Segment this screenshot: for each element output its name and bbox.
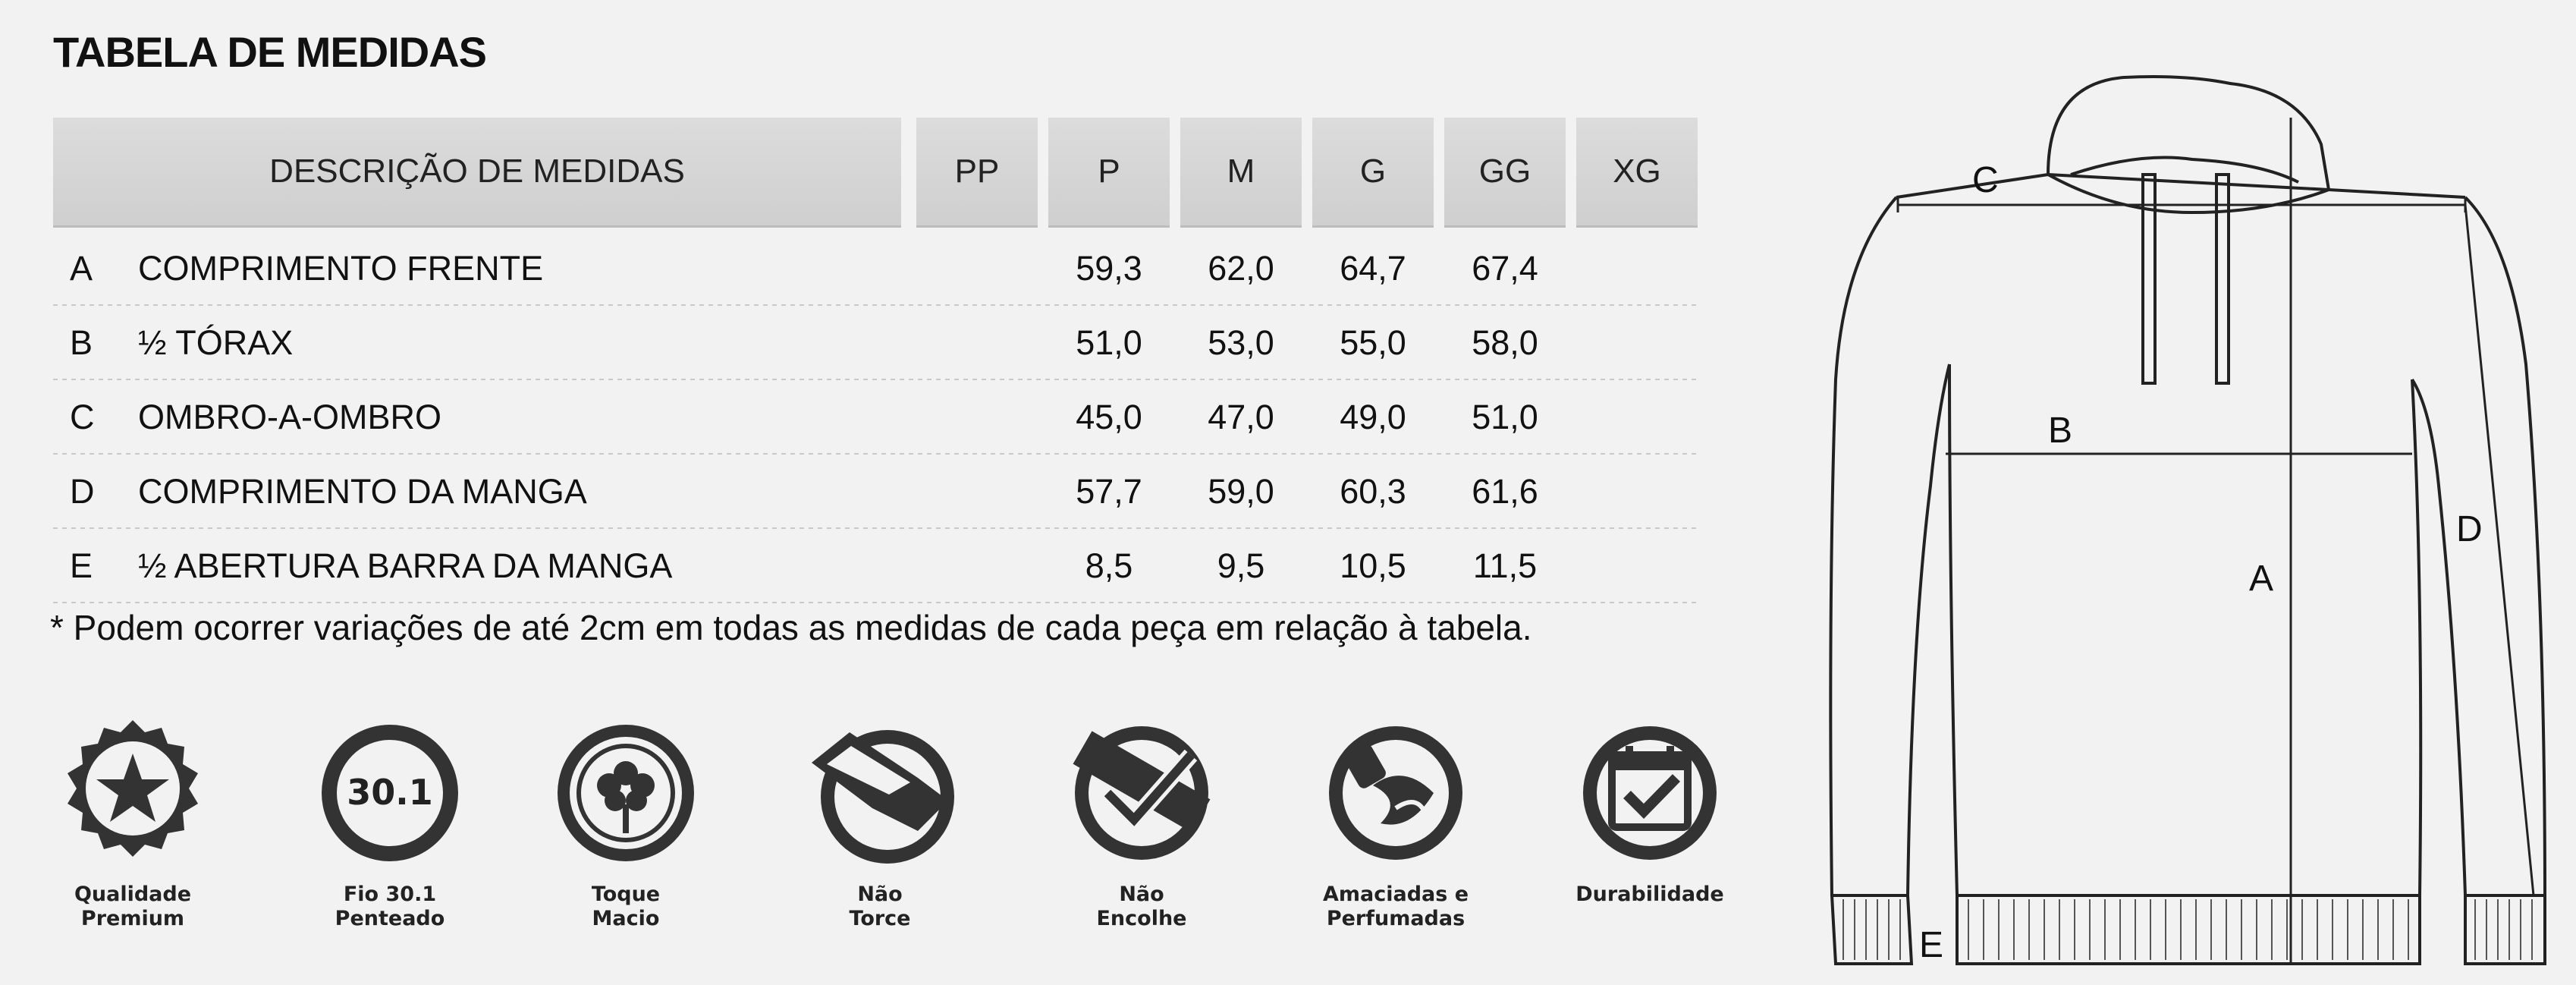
value-xg (1580, 231, 1694, 306)
row-description: OMBRO-A-OMBRO (138, 398, 441, 436)
value-gg: 61,6 (1472, 472, 1538, 511)
page-title: TABELA DE MEDIDAS (53, 28, 486, 76)
value-m: 53,0 (1208, 323, 1274, 362)
value-p: 59,3 (1076, 249, 1142, 288)
durability-icon (1574, 717, 1726, 869)
value-gg: 67,4 (1472, 249, 1538, 288)
size-table (53, 118, 1699, 585)
row-letter: A (70, 249, 93, 288)
thread-30-1-icon (314, 717, 466, 869)
table-header (53, 118, 1699, 225)
value-gg: 11,5 (1472, 546, 1538, 585)
value-g: 49,0 (1340, 398, 1406, 436)
row-description: COMPRIMENTO DA MANGA (138, 472, 587, 511)
value-pp (920, 529, 1034, 603)
hoodie-measurement-diagram (1798, 61, 2576, 981)
value-pp (920, 231, 1034, 306)
icon-text: 30.1 (347, 772, 433, 813)
label-d: D (2456, 509, 2483, 549)
table-row (53, 529, 1699, 603)
row-letter: E (70, 546, 93, 585)
header-size-gg: GG (1444, 118, 1566, 228)
table-row (53, 231, 1699, 306)
value-pp (920, 455, 1034, 529)
header-size-p: P (1048, 118, 1170, 228)
row-description: COMPRIMENTO FRENTE (138, 249, 544, 288)
no-twist-icon (804, 717, 956, 869)
row-letter: D (70, 472, 95, 511)
value-xg (1580, 380, 1694, 455)
value-pp (920, 380, 1034, 455)
badge-caption: Toque Macio (591, 883, 661, 930)
value-m: 47,0 (1208, 398, 1274, 436)
value-p: 45,0 (1076, 398, 1142, 436)
header-size-g: G (1312, 118, 1434, 228)
table-row (53, 380, 1699, 455)
value-g: 64,7 (1340, 249, 1406, 288)
badge-caption: Durabilidade (1575, 883, 1724, 906)
value-g: 60,3 (1340, 472, 1406, 511)
row-letter: C (70, 398, 95, 436)
badge-caption: Não Encolhe (1096, 883, 1187, 930)
value-m: 59,0 (1208, 472, 1274, 511)
badge-fio (299, 717, 481, 931)
value-gg: 51,0 (1472, 398, 1538, 436)
table-row (53, 306, 1699, 380)
perfume-icon (1320, 717, 1472, 869)
footnote: * Podem ocorrer variações de até 2cm em todas as medidas de cada peça em relação à tabela. (50, 608, 1532, 647)
row-description: ½ TÓRAX (138, 323, 294, 362)
row-description: ½ ABERTURA BARRA DA MANGA (138, 546, 673, 585)
header-size-pp: PP (916, 118, 1038, 228)
value-m: 62,0 (1208, 249, 1274, 288)
value-g: 55,0 (1340, 323, 1406, 362)
value-pp (920, 306, 1034, 380)
badge-caption: Fio 30.1 Penteado (335, 883, 445, 930)
badge-durabilidade (1559, 717, 1741, 907)
table-row (53, 455, 1699, 529)
value-p: 51,0 (1076, 323, 1142, 362)
label-e: E (1919, 925, 1944, 965)
badge-toque (535, 717, 717, 931)
value-p: 57,7 (1076, 472, 1142, 511)
value-xg (1580, 529, 1694, 603)
row-letter: B (70, 323, 93, 362)
value-xg (1580, 306, 1694, 380)
label-c: C (1972, 160, 1999, 200)
value-xg (1580, 455, 1694, 529)
header-size-xg: XG (1576, 118, 1698, 228)
badge-nao-torce (789, 717, 971, 931)
label-b: B (2048, 411, 2073, 451)
value-gg: 58,0 (1472, 323, 1538, 362)
badge-amaciadas (1305, 717, 1487, 931)
value-g: 10,5 (1340, 546, 1406, 585)
label-a: A (2249, 559, 2274, 599)
badge-caption: Não Torce (849, 883, 911, 930)
value-m: 9,5 (1217, 546, 1265, 585)
badge-nao-encolhe (1051, 717, 1233, 931)
header-description: DESCRIÇÃO DE MEDIDAS (53, 118, 901, 228)
star-seal-icon (57, 717, 209, 869)
header-size-m: M (1180, 118, 1302, 228)
badge-caption: Amaciadas e Perfumadas (1322, 883, 1469, 930)
badge-caption: Qualidade Premium (74, 883, 192, 930)
cotton-icon (550, 717, 702, 869)
value-p: 8,5 (1085, 546, 1133, 585)
badge-qualidade (42, 717, 224, 931)
no-shrink-icon (1066, 717, 1217, 869)
